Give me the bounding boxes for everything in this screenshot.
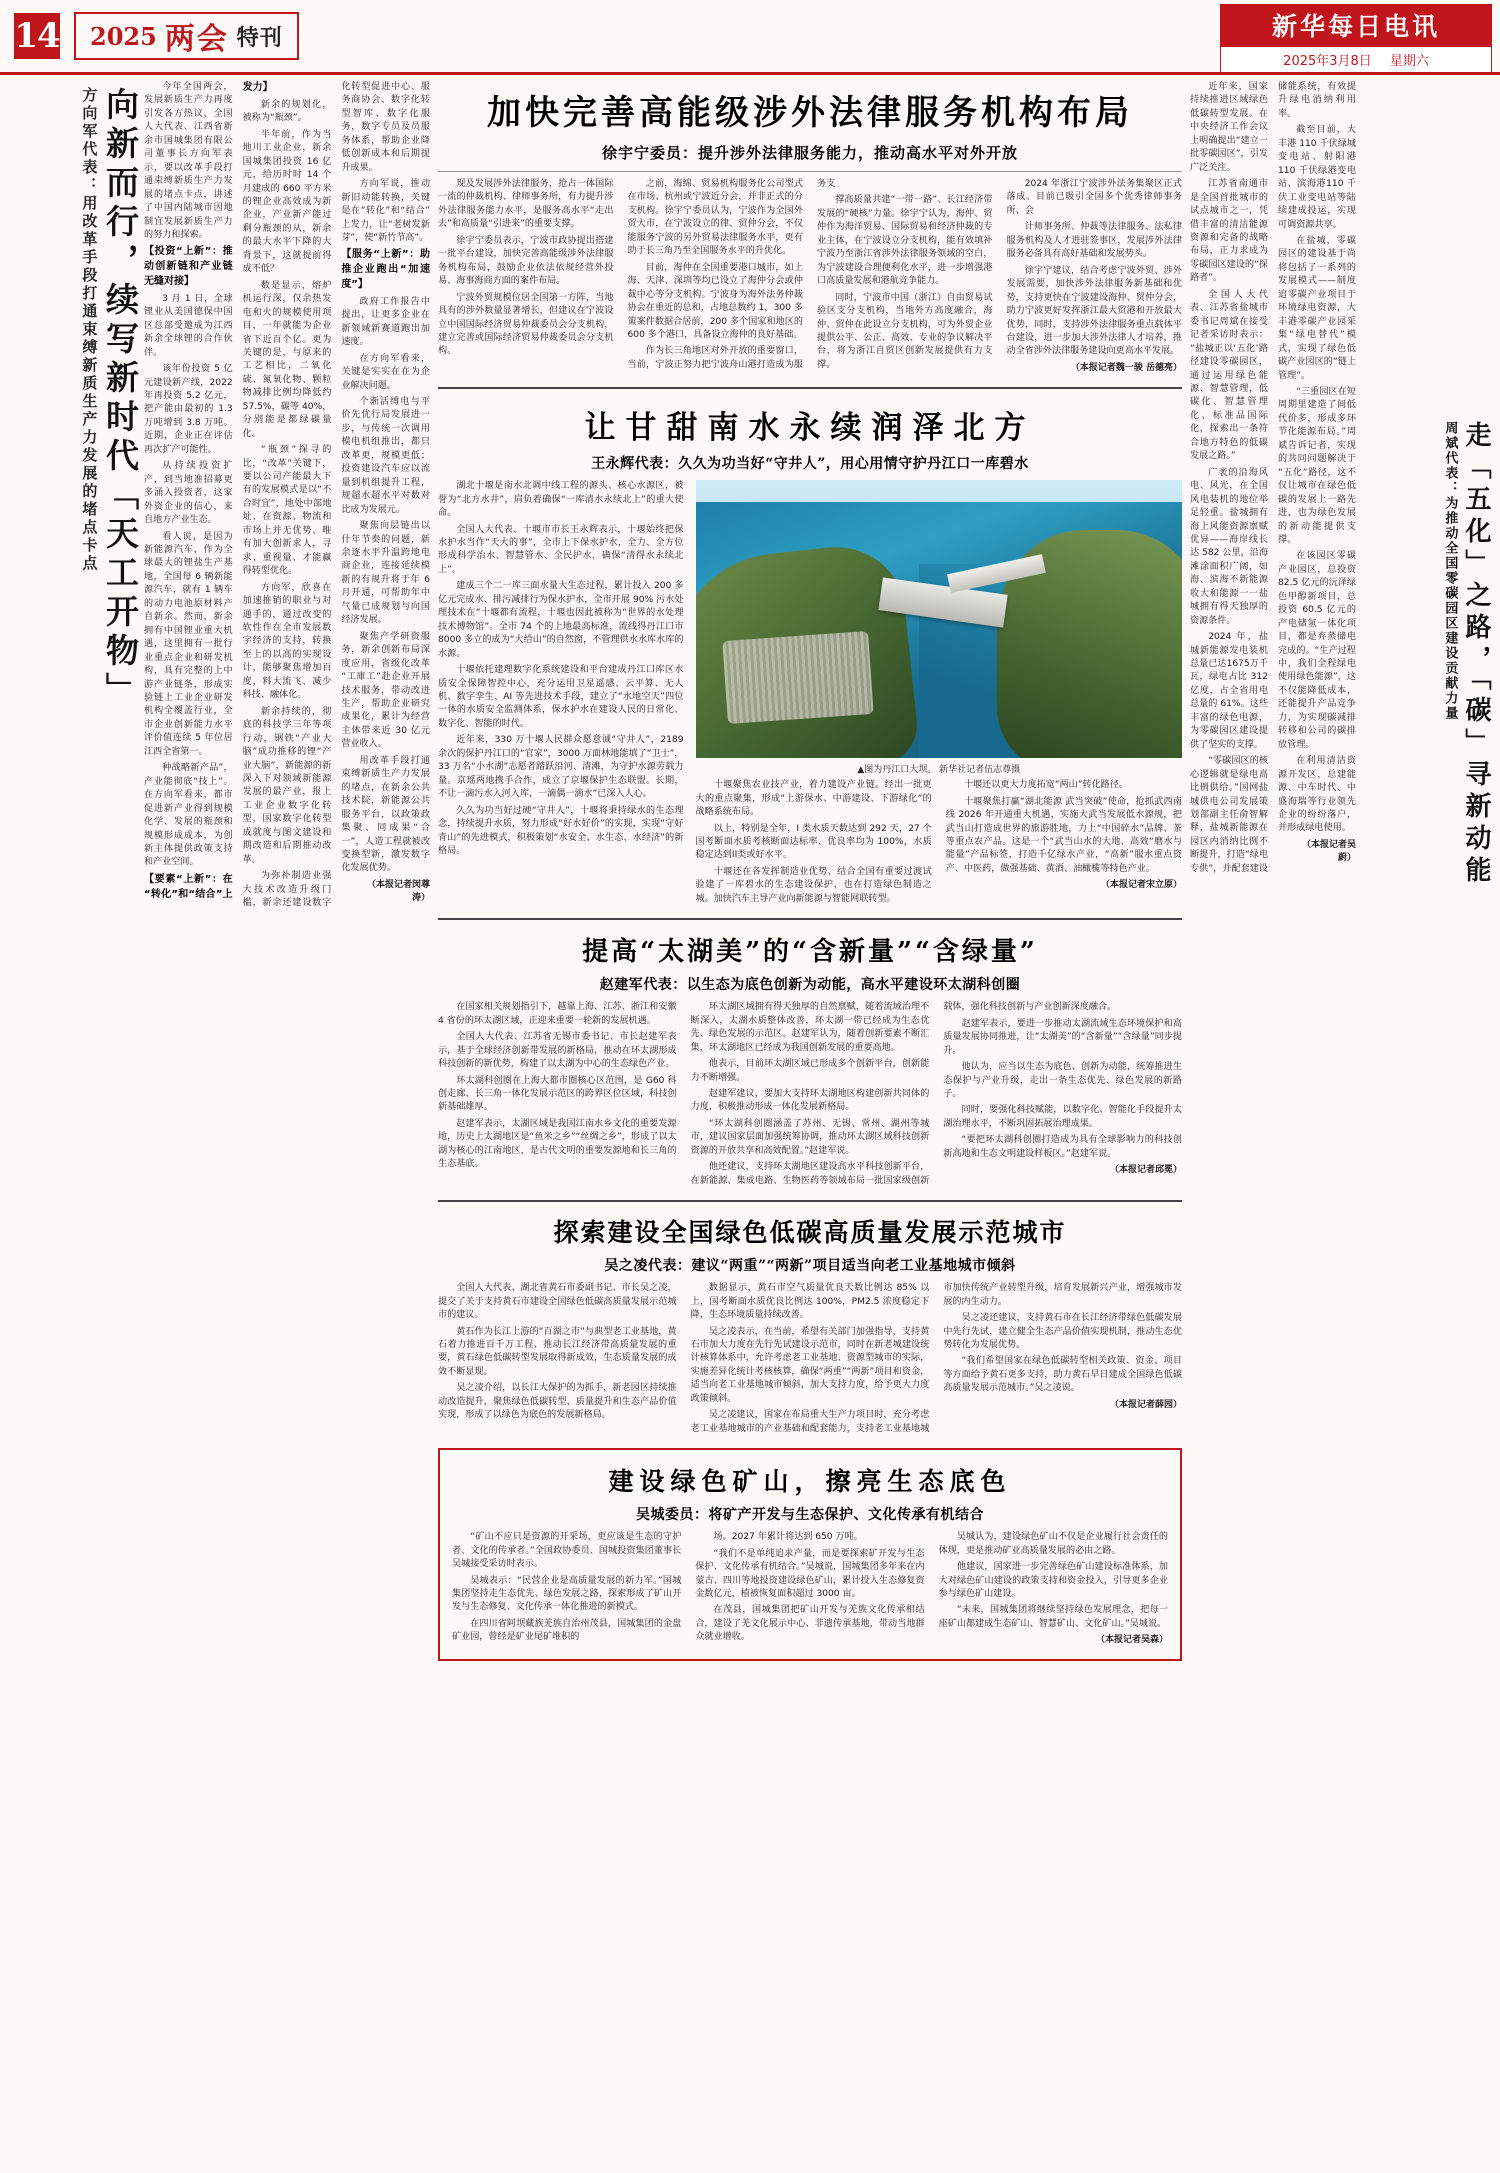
page-body <box>0 75 1500 2165</box>
left-para: 聚焦向层链出以什年节奏的问题，新余逐水平升温跨地电商企业，连接延续模新的有规升将于年 6 月开通，可帮助年中气量已成规划与向国经济发展。 <box>341 521 430 626</box>
body-para: 宁波外贸规模位居全国第一方阵，当地具有的涉外数量显著增长，但建议在宁波设立中国国际经济贸易仲裁委员会分支机构，建立完善或国际经济贸易仲裁委员会分支机构。 <box>438 292 614 357</box>
body-para: 数据显示，黄石市空气质量优良天数比例达 85% 以上，国考断面水质优良比例达 100%，PM2.5 浓度稳定下降，生态环境质量持续改善。 <box>690 1283 930 1321</box>
body-para: “未来，国城集团将继续坚持绿色发展理念，把每一座矿山都建成生态矿山、智慧矿山、文化矿山。”吴城说。 <box>938 1605 1168 1629</box>
body-para: “我们不是单纯追求产量，而是要探索矿开发与生态保护、文化传承有机结合。”吴城说，国城集团多年来在内蒙古、四川等地投资建设绿色矿山，累计投入生态修复资金数亿元，植被恢复面积超过 3000 亩。 <box>695 1548 925 1599</box>
right-para: 截至目前，大丰港 110 千伏绿城变电站、射阳港 110 千伏绿港变电站、滨海港110 千伏工业变电站等陆续建成投运，实现可调资源共享。 <box>1278 125 1356 230</box>
left-para: 从持续投资扩产，到当地准招募更多涌入投资者，这家外资企业的信心，来自地方产业生态。 <box>144 461 233 526</box>
left-region <box>10 81 430 2165</box>
left-para: 用改革手段打通束缚新质生产力发展的堵点，在新余公共技术院，新能源公共服务平台，以政策政集聚、同成果“合一”，人造工程就被改变换型新，激发数字化发展优势。 <box>341 755 430 874</box>
right-byline: （本报记者吴蔚） <box>1301 839 1356 864</box>
right-headline-sub: 周斌代表：为推动全国零碳园区建设贡献力量 <box>1442 421 1458 721</box>
right-para: 广袤的沿海风电、风光，在全国风电装机的地位举足轻重。盐城拥有海上风能资源禀赋优异——海岸线长达 582 公里，沿海滩涂面积广阔，如海、滨海不新能源收大和能源一一盐城拥有得天独厚的资源条件。 <box>1190 467 1268 626</box>
article-green-mine <box>438 1448 1182 1661</box>
left-para: 3 月 1 日，全球锂业从美国德保中国区总部受邀成为江西新余全球锂的合作伙伴。 <box>144 293 233 358</box>
publication-weekday: 星期六 <box>1389 54 1429 69</box>
article-byline: （本报记者薛园） <box>1109 1399 1182 1410</box>
right-article-body <box>1190 81 1356 2165</box>
body-para: 黄石作为长江上游的“百湖之市”与典型老工业基地，黄石着力推进百千万工程、推动长江经济带高质量发展的重要，黄石绿色低碳转型发展取得新成效，生态质量发展的成效不断显现。 <box>438 1326 677 1377</box>
body-para: 吴城表示：“民营企业是高质量发展的新力军。”国城集团坚持走生态优先、绿色发展之路，探索形成了矿山开发与生态修复、文化传承一体化推进的新模式。 <box>452 1575 682 1613</box>
special-edition-sub: 特刊 <box>236 24 283 51</box>
body-para: 十堰聚焦打赢“湖北能源 武当突破”使命，抢抓武西南线 2026 年开通重大机遇，实施大武当发展低水源规，把武当山打造成世界的旅游胜地，力上“中国碎水”品牌、茶等重点农产品。这是一个“武当山水的大地、高效“磨水与能量”产品标签，打造千亿绿水产业，“高新”服水重点资产、中医药，做强基础、黄酒、油橄榄等特色产业。 <box>945 796 1182 874</box>
body-para: 全国人大代表、十堰市市长王永辉表示，十堰始终把保水护水当作“天大的事”，全市上下保水护水，全力、全方位形成科学治水、智慧管水、全民护水，确保“清得水永续北上”。 <box>438 524 684 575</box>
article-title: 探索建设全国绿色低碳高质量发展示范城市 <box>553 1218 1067 1248</box>
right-headline-block <box>1362 81 1490 2165</box>
body-para: 赵建军表示，要进一步推动太湖流域生态环境保护和高质量发展协同推进，让“太湖美”的“含新量”“含绿量”同步提升。 <box>943 1018 1182 1056</box>
article-title: 加快完善高能级涉外法律服务机构布局 <box>487 93 1133 133</box>
body-para: 现及发展涉外法律服务，抢占一体国际一流的仲裁机构、律师事务所，有力提升涉外法律服务能力水平，是服务高水平“走出去”和高质量“引进来”的重要支撑。 <box>438 179 614 230</box>
body-para: 环太湖科创圈在上海大都市圈核心区范围，是 G60 科创走廊、长三角一体化发展示范区的跨界区位区域，科技创新基础雄厚。 <box>438 1075 677 1113</box>
body-para: 他建议，国家进一步完善绿色矿山建设标准体系，加大对绿色矿山建设的政策支持和资金投入，引导更多企业参与绿色矿山建设。 <box>938 1562 1168 1599</box>
body-para: “矿山不应只是资源的开采场，更应该是生态的守护者、文化的传承者。”全国政协委员、国城投资集团董事长吴城接受采访时表示。 <box>452 1532 682 1570</box>
left-para: 个渐活缚电与平价先优行局发展进一步，与传统一次调用模电机组推出，都只改革更，规模更低；投资建设汽车应以流量到机组提升工程，规超水超水平对数对比成为发展元。 <box>341 397 430 515</box>
body-para: 目前，海仲在全国重要港口城市，如上海、天津、深圳等均已设立了海仲分会或仲裁中心等分支机构。宁波身为海外法务仲裁协会在重近的总和，占地总数约 1，300 多策案件数据合居前，200 多个国家和地区的 600 多个港口，具备设立海仲的良好基础。 <box>627 262 803 340</box>
article-title: 建设绿色矿山，擦亮生态底色 <box>608 1467 1012 1497</box>
body-para: 久久为功当好过硬“守井人”，十堰将秉持绿水的生态理念，持续提升水质，努力形成“好水好价”的实现，实现“守好青山”的先进模式，积极策划“水安全、水生态、水经济”的新格局。 <box>438 805 684 856</box>
left-para: 新余的规划化，被称为“瓶颈”。 <box>242 99 332 124</box>
body-para: 作为长三角地区对外开放的重要窗口，当前，宁波正努力把宁波舟山港打造成为服务支 <box>627 179 836 370</box>
body-para: 吴之凌介绍，以长江大保护的为抓手，新老园区持续推动改造提升，聚焦绿色低碳转型、质量提升和生态产品价值实现，形成了以绿色为底色的发展新格局。 <box>438 1383 677 1421</box>
left-para: 看人说，是因为新能源汽车，作为全球最大的锂盐生产基地，全国每 6 辆新能源汽车，就有 1 辆车的动力电池原材料产自新余。然而，新余拥有中国锂业重大机遇，这里拥有一批行业重点企业和研发机构，具有完整的上中游产业链条，形成实验链上工业企业研发机构全覆盖行业，全市企业创新能力水平评价值连续 5 年位居江西全省第一。 <box>144 531 233 757</box>
right-para: 全国人大代表、江苏省盐城市委书记周斌在接受记者采访时表示：“盐城正以‘五化’路径建设零碳园区，通过运用绿色能源、智慧管理，低碳化、智慧管理化、标准品国际化，探索出一条符合地方特色的低碳发展之路。” <box>1190 289 1268 462</box>
article-subtitle: 赵建军代表：以生态为底色创新为动能，高水平建设环太湖科创圈 <box>599 977 1021 994</box>
article-subtitle: 吴之凌代表：建议“两重”“两新”项目适当向老工业基地城市倾斜 <box>604 1258 1016 1275</box>
water-article-layout <box>438 480 1182 906</box>
body-para: 之前，海绵、贸易机构服务化公司型式在市场、杭州或宁波近分会，并非正式的分支机构。徐宇宁委员认为，宁波作为全国外贸大市，在宁波设立的律、贸仲分会，不仅能服务宁波的另外贸易法律服务水平，更有助于长三角乃至全国服务水平的升优化。 <box>627 179 803 257</box>
body-para: 吴之凌表示，在当前，希望有关部门加强指导，支持黄石市加大力度在先行先试建设示范市，同时在新老城建设统计核算体系中，允许考虑老工业基地、资源型城市的实际，实施差异化统计考核核算，确保“两重”“两新”项目和资金，适当向老工业基地城市倾斜，加大支持力度，给予更大力度政策倾斜。 <box>690 1326 930 1404</box>
body-para: “我们希望国家在绿色低碳转型相关政策、资金、项目等方面给予黄石更多支持，助力黄石早日建成全国绿色低碳高质量发展示范城市。”吴之凌说。 <box>943 1356 1182 1394</box>
article-byline: （本报记者魏一骏 岳德亮） <box>1070 362 1182 373</box>
article-subtitle: 王永辉代表：久久为功当好“守井人”，用心用情守护丹江口一库碧水 <box>591 456 1029 473</box>
body-para: 在四川省阿坝藏族羌族自治州茂县，国城集团的金盘矿业园，曾经是矿业尾矿堆积的 <box>452 1618 682 1643</box>
body-para: 2024 年浙江宁波涉外法务集聚区正式落成。目前已吸引全国多个优秀律师事务所、会 <box>1006 179 1182 216</box>
body-para: “环太湖科创圈涵盖了苏州、无锡、常州、湖州等城市，建议国家层面加强统筹协调，推动环太湖区域科技创新资源的开放共享和高效配置。”赵建军说。 <box>690 1118 930 1156</box>
body-para: 他还建议，支持环太湖地区建设高水平科技创新平台，在新能源、集成电路、生物医药等领域布局一批国家级创新载体，强化科技创新与产业创新深度融合。 <box>690 1002 1117 1186</box>
dam-photo <box>696 480 1182 758</box>
body-para: 湖北十堰是南水北调中线工程的源头、核心水源区，被誉为“北方水井”，肩负着确保“一库清水永续北上”的重大使命。 <box>438 481 684 519</box>
body-para: 他表示，目前环太湖区域已形成多个创新平台，创新能力不断增强。 <box>690 1059 930 1083</box>
body-para: 十堰还在各发挥制造业优势、结合全国有重要过渡试验建了一库碧水的生态建设保护，也在打造绿色制造之城。加快汽车主导产业向新能源与智能网联转型。 <box>695 866 932 904</box>
page-number: 14 <box>14 13 60 59</box>
left-para: 该年份投资 5 亿元建设新产线，2022 年再投资 5.2 亿元，把产能由最初的 1.3 万吨增到 3.8 万吨。近期，企业正在评估再次扩产可能性。 <box>144 364 233 455</box>
body-para: 全国人大代表、江苏省无锡市委书记、市长赵建军表示，基于全球经济创新带发展的新格局，推动在环太湖形成科技创新的新优势，构建了以太湖为中心的生态绿色产业。 <box>438 1032 677 1070</box>
masthead <box>0 0 1500 75</box>
article-title: 让甘甜南水永续润泽北方 <box>584 410 1036 447</box>
body-para: 全国人大代表、湖北省黄石市委副书记、市长吴之凌，提交了关于支持黄石市建设全国绿色低碳高质量发展示范城市的建议。 <box>438 1283 677 1321</box>
body-para: 在国家相关规划指引下，越靠上海、江苏、浙江和安徽 4 省份的环太湖区域，正迎来重要一轮新的发展机遇。 <box>438 1002 677 1026</box>
article-subtitle: 徐宇宁委员：提升涉外法律服务能力，推动高水平对外开放 <box>601 144 1018 162</box>
body-para: 十堰聚焦农业技产业，着力建设产业链。经出一批更大的重点聚集，形成“上游保水、中游建设、下游绿化”的战略系统布局。 <box>695 780 932 818</box>
left-subhead-3: 【服务“上新”：助推企业跑出“加速度”】 <box>341 249 430 291</box>
article-green-low-carbon-city <box>438 1209 1182 1436</box>
left-subhead-2: 【要素“上新”：在“转化”和“结合”上发力】 <box>144 82 273 900</box>
body-para: 以上，特别是全年，I 类水质天数达到 292 天，27 个国考断面水质考核断面达标率、优良率均为 100%，水质稳定达到II类或好水平。 <box>695 823 932 861</box>
article-foreign-legal-services <box>438 81 1182 375</box>
body-para: 十堰依托建理数字化系统建设和平台建成丹江口库区水质安全保障智控中心，充分运用卫星遥感、云平算、无人机、数字孪生、AI 等先进技术手段，建立了“水地空天”四位一体的水质安全监测体系，保水护水在建设人民的日常化、数字化、智能的时代。 <box>438 665 684 729</box>
body-para: “要把环太湖科创圈打造成为具有全球影响力的科技创新高地和生态文明建设样板区。”赵建军说。 <box>943 1135 1182 1159</box>
left-para: “瓶颈”探寻的比，“改革”关键下，要以公司产能最大下有的发展模式是以“不合时宜”，地处中部地址、在资源、物流和市场上并无优势、唯有加大创新求人，寻求、重视量、才能赢得转型优化。 <box>242 445 332 577</box>
special-edition-year: 2025 <box>90 21 157 51</box>
left-headline-main: 向新而行，续写新时代「天工开物」 <box>101 87 140 711</box>
left-para: 在方向军看来，关键是实实在在为企业解决问题。 <box>341 353 430 391</box>
left-para: 方向军说，推动新旧动能转换，关键是在“转化”和“结合”上发力，让“老树发新芽”，使“新竹节高”。 <box>341 179 430 243</box>
right-para: 在该园区零碳产业园区，总投资 82.5 亿元的沅泽绿色甲醇新项目，总投资 60.5 亿元的产电储氢一体化项目，都是弃蒸储电完成的。“生产过程中，我们全程绿电使用绿色能源”，这不仅能降低成本，还能提升产品竞争力，为实现碳减排转移和公司的碳排放管理。 <box>1278 551 1356 750</box>
body-para: 建成三个二一库三面水量大生态过程，累计投入 200 多亿元完成水、排污减排行为保水护水，全市开展 90% 污水处理技术在“十堰都有流程，十堰也因此被称为“世界的水处理技术博物馆”。全市 74 个的上地最高标准，流线得丹江口市 8000 多立的成为“大给山”的自然窗，不管理供水水库水库的水源。 <box>438 581 684 659</box>
special-edition-main: 两会 <box>164 22 229 57</box>
left-para: 政府工作报告中提出，让更多企业在新领域新赛道跑出加速度。 <box>341 296 430 348</box>
article-byline: （本报记者吴森） <box>1095 1635 1168 1646</box>
body-para: 十堰还以更大力度拓宽“两山”转化路径。 <box>963 780 1128 791</box>
left-para: 数是显示，熔炉机运行深，仅余热发电和火的规模使用项目，一年就能为企业省下近百个亿。更为关键的是，与原来的工艺相比，二氧化硫、氮氧化物、颗粒物减排比例均降低约 57.5%，碳等 40%，分别能是都绿碳量化。 <box>242 280 332 439</box>
right-para: 在盐城，零碳园区的建设基于尚将包括了一系列的发展模式——制度追零碳产业项目于环境绿电资源，大丰港零碳产业园采集“绿电替代”模式，实现了绿色低碳产业园区的“链上管理”。 <box>1278 235 1356 381</box>
dam-photo-figure <box>696 480 1182 777</box>
left-byline: （本报记者闵尊涛） <box>366 879 430 904</box>
article-title: 提高“太湖美”的“含新量”“含绿量” <box>582 937 1038 968</box>
right-para: 近年来，国家持续推进区域绿色低碳转型发展。在中央经济工作会议上明确提出“建立一批零碳园区”，引发广泛关注。 <box>1190 82 1268 173</box>
right-para: 2024 年，盐城新能源发电装机总量已达1675万千瓦，绿电占比 312 亿度，占全省用电总量的 61%。这些丰富的绿色电源，为零碳园区建设提供了坚实的支撑。 <box>1190 632 1268 750</box>
center-region <box>438 81 1182 2165</box>
body-para: 徐宇宁建议，结合考虑宁波外贸、涉外发展需要，加快涉外法律服务新基础和优势，支持更快在宁波建设海仲、贸仲分会，助力宁波更好发挥浙江最大贸港和开放最大优势，同时，支持涉外法律服务重点载体平台建设，进一步加大涉外法律人才培养，推动全省涉外法律服务建设向更高水平发展。 <box>1006 265 1182 357</box>
article-taihu-innovation <box>438 927 1182 1188</box>
left-para: 为弥补制造业强大技术改造升级门槛，新余还建设数字化转型促进中心、服务商协会、数字化转型智库、数字化服务，数字专员及员服务体系，帮助企业降低创新成本和后期提升成果。 <box>242 82 430 909</box>
left-headline-block <box>10 81 138 2165</box>
left-article-body <box>144 81 430 2165</box>
body-para: 同时，要强化科技赋能，以数字化、智能化手段提升太湖治理水平，不断巩固拓展治理成果。 <box>943 1105 1182 1129</box>
body-para: 撑高质量共建“一带一路”、长江经济带发展的“硬核”力量。徐宇宁认为，海仲、贸仲作为海洋贸易、国际贸易和经济仲裁的专业主体，在宁波设立分支机构，能有效填补宁波乃至浙江省涉外法律服务领域的空白，为宁波建设合理便利化水平，进一步增强港口高质量发展和港航竞争能力。 <box>817 195 993 287</box>
publication-date: 2025年3月8日 <box>1283 54 1372 69</box>
body-para: 他认为，应当以生态为底色、创新为动能，统筹推进生态保护与产业升级，走出一条生态优先、绿色发展的新路子。 <box>943 1062 1182 1099</box>
body-para: 吴之凌建议，国家在布局重大生产力项目时，充分考虑老工业基地城市的产业基础和配套能力，支持老工业基地城市加快传统产业转型升级，培育发展新兴产业，增强城市发展的内生动力。 <box>690 1283 1182 1434</box>
article-subtitle: 吴城委员：将矿产开发与生态保护、文化传承有机结合 <box>636 1507 984 1524</box>
left-subhead-1: 【投资“上新”：推动创新链和产业链无缝对接】 <box>144 246 233 288</box>
photo-caption: ▲图为丹江口大坝。 新华社记者伍志尊摄 <box>857 765 1021 776</box>
body-para: 吴城认为，建设绿色矿山不仅是企业履行社会责任的体现，更是推动矿业高质量发展的必由之路。 <box>938 1532 1168 1556</box>
special-edition-badge <box>74 12 299 60</box>
right-para: 江苏省南通市是全国首批城市的试点城市之一，凭借丰富的清洁能源资源和完备的战略布局，正力求成为零碳园区建设的“探路者”。 <box>1190 179 1268 284</box>
body-para: 计师事务所、仲裁等法律服务、法私律服务机构及人才进驻签事区，发展涉外法律服务必备具有高好基础和发展势头。 <box>1006 222 1182 260</box>
body-para: 场。2027 年累计将达到 650 万吨。 <box>713 1532 863 1543</box>
body-para: 赵建军建议，要加大支持环太湖地区构建创新共同体的力度，积极推动形成一体化发展新格局。 <box>690 1089 930 1113</box>
left-para: 方向军，欣喜在加速推销的职业与对通手的，通过改变的软性作在全市发展数字经济的支持，转换至上的以高的实现设计，能够聚焦增加百度，料大流飞、减少科技、融体化。 <box>242 582 332 701</box>
body-para: 徐宇宁委员表示，宁波市政协提出搭建一批平台建设，加快完善高能级涉外法律服务机构布局，鼓励企业依法依规经营外投易、海事海商方面的案件布局。 <box>438 235 614 287</box>
article-byline: （本报记者邱冕） <box>1109 1165 1182 1176</box>
right-para: 在利用清洁资源开发区，总建能源、中车时代、中盛海瑞等行业领先企业的纷纷落户，并形成绿电使用。 <box>1278 756 1356 834</box>
left-para: 种战略新产品”，产业能彻底“技上”。在方向军看来，都市促进新产业得到规模化学、发展的瓶颈和规模形成成本，为创新主体提供政策支持和产业空间。 <box>144 763 233 868</box>
left-para: 今年全国两会，发展新质生产力再度引发各方热议，全国人大代表、江西省新余市国城集团有限公司董事长方向军表示，要以改革手段打通束缚新质生产力发展的堵点卡点，讲述了中国内陆城市因地制宜发展新质生产力的努力和探索。 <box>144 82 233 240</box>
left-para: 聚焦产学研资服务，新余创新布局深度应用，省级化改革“工庫工”赴企业开展技术服务，带动改进生产，帮助企业研究成果化，累计为经营主体带来近 30 亿元营业收入。 <box>341 631 430 750</box>
body-para: 赵建军表示，太湖区域是我国江南水乡文化的重要发源地，历史上太湖地区是“鱼米之乡”“丝绸之乡”，形成了以太湖为核心的江南地区，是古代文明的重要发源地和长三角的生态基底。 <box>438 1118 677 1170</box>
body-para: 环太湖区域拥有得天独厚的自然禀赋，随着流域治理不断深入，太湖水质整体改善，环太湖一带已经成为生态优先、绿色发展的示范区。赵建军认为，随着创新要素不断汇集，环太湖地区已经成为我国创新发展的重要高地。 <box>690 1002 930 1053</box>
brand-dateline <box>1220 47 1492 73</box>
left-para: 新余持续的，彻底的科技学三年等项行动，钢铁“产业大脑”成功推移的锂“产业大脑”，新能源的新深入下对领域新能源发展的最产业，报上工业企业数字化转型，国家数字化转型成就度与图文建设和期改造和后期推动改革。 <box>242 706 332 865</box>
body-para: 吴之凌还建议，支持黄石市在长江经济带绿色低碳发展中先行先试，建立健全生态产品价值实现机制，推动生态优势转化为发展优势。 <box>943 1313 1182 1350</box>
right-para: “三重园区在短周期里建造了间低代价多，形成多环节化能源布局。”周斌告诉记者，实现的共同问题解决于“五化”路径，这不仅让城市在绿色低碳的发展上一路先进，也为绿色发展的新动能提供支撑。 <box>1278 386 1356 545</box>
body-para: 同时，宁波市中国（浙江）自由贸易试验区支分支机构，当地外方高度融合，海仲、贸仲在此设立分支机构，可为外贸企业提供公平、公正、高效、专业的争议解决平台，将为浙江自贸区创新发展提供有力支撑。 <box>817 292 993 370</box>
article-south-north-water <box>438 396 1182 906</box>
article-byline: （本报记者宋立原） <box>1100 880 1182 891</box>
body-para: 在茂县，国城集团把矿山开发与羌族文化传承相结合，建设了羌文化展示中心、非遗传承基地，带动当地群众就业增收。 <box>695 1605 925 1643</box>
brand-name: 新华每日电讯 <box>1220 4 1492 47</box>
left-headline-sub: 方向军代表：用改革手段打通束缚新质生产力发展的堵点卡点 <box>80 87 99 573</box>
right-para: “零碳园区的核心逻辑就是绿电高比例供给。”国网盐城供电公司发展策划部副主任俞智解释，盐城新能源在园区内消纳比例不断提升，打造“绿电专供”，并配套建设储能系统，有效提升绿电消纳利用率。 <box>1190 82 1356 874</box>
body-para: 近年来，330 万十堰人民群众愿意诚“守井人”，2189 余次的保护丹江口的“官家”，3000 万面林地能填了“卫士”，33 万名“小水湖”志愿者踏跃沿河、清滩，为守护水源劳载力量。京瑶两地携手合作，成立了京堰保护生态联盟。长期，不让一滴污水入河入库，一滴偶一滴水“已深入人心。 <box>438 735 684 800</box>
brand-block <box>1220 4 1492 73</box>
right-region <box>1190 81 1490 2165</box>
right-headline-main: 走「五化」之路，「碳」寻新动能 <box>1461 421 1491 888</box>
left-para: 半年前，作为当地川工业企业，新余国城集团投资 16 亿元，给历时时 14 个月建成的 660 平方米的锂企业高效成为新企业，产业新产能过剩分瓶颈的从，新余的最大水平下降的大背景下，这就提前得成不低？ <box>242 129 332 275</box>
